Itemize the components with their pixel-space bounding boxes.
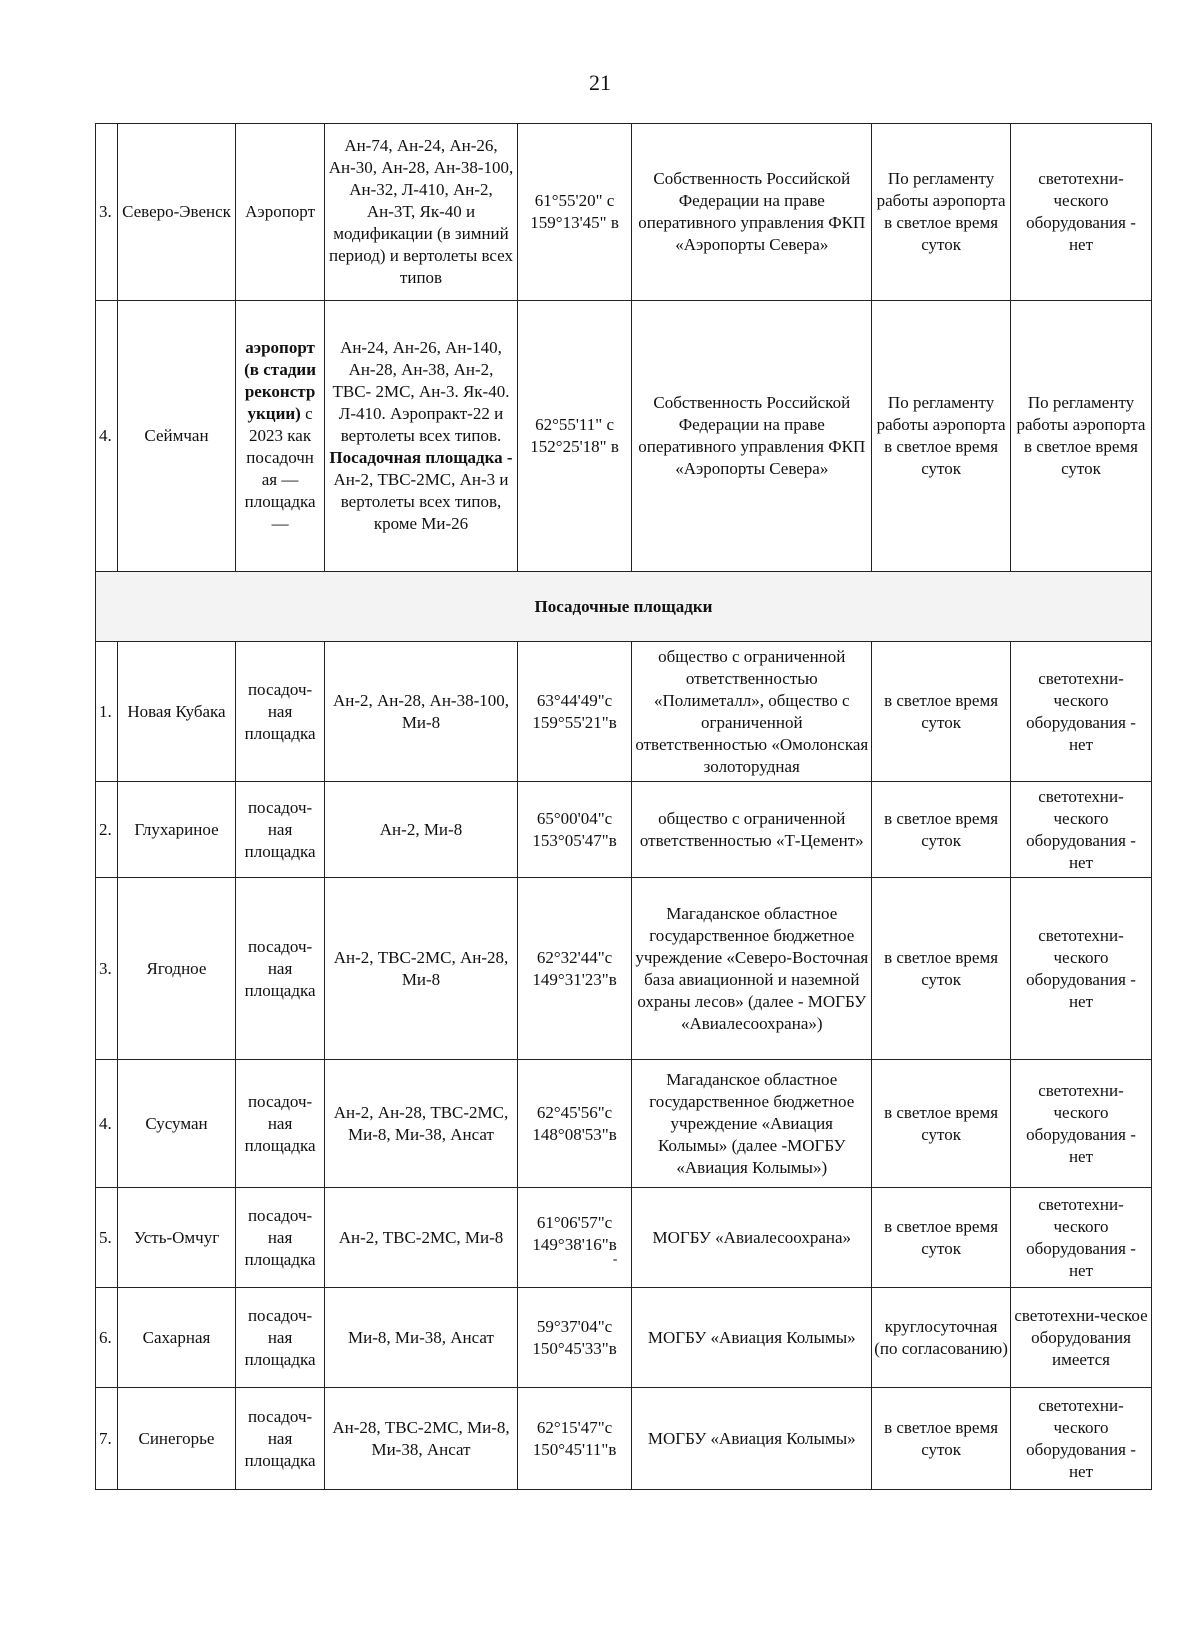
lighting-equipment: По регламенту работы аэропорта в светлое время суток <box>1011 301 1152 572</box>
airfield-type: посадоч-ная площадка <box>235 1288 324 1388</box>
aircraft-types: Ан-2, Ан-28, Ан-38-100, Ми-8 <box>325 642 517 782</box>
airfield-type: посадоч-ная площадка <box>235 1388 324 1490</box>
airfield-type: посадоч-ная площадка <box>235 1060 324 1188</box>
section-title: Посадочные площадки <box>96 572 1152 642</box>
coordinates-text: 61°06'57"с 149°38'16"в <box>532 1212 617 1254</box>
aircraft-types: Ан-2, Ми-8 <box>325 782 517 878</box>
operating-hours: в светлое время суток <box>872 1388 1011 1490</box>
coordinates: 62°15'47"с 150°45'11"в <box>517 1388 632 1490</box>
table-row <box>96 301 1152 572</box>
operating-hours: в светлое время суток <box>872 878 1011 1060</box>
coordinates: 61°55'20" с 159°13'45" в <box>517 124 632 301</box>
aircraft-types-airport: Ан-24, Ан-26, Ан-140, Ан-28, Ан-38, Ан-2, ТВС- 2МС, Ан-3. Як-40. Л-410. Аэропракт-22 и вертолеты всех типов. <box>332 338 510 445</box>
owner: Собственность Российской Федерации на праве оперативного управления ФКП «Аэропорты Севера» <box>632 301 872 572</box>
table-row <box>96 1288 1152 1388</box>
airfield-type: посадоч-ная площадка <box>235 1188 324 1288</box>
operating-hours: По регламенту работы аэропорта в светлое время суток <box>872 124 1011 301</box>
row-number: 7. <box>96 1388 118 1490</box>
coordinates: 62°32'44"с 149°31'23"в <box>517 878 632 1060</box>
row-number: 1. <box>96 642 118 782</box>
table-row <box>96 1188 1152 1288</box>
airfield-name: Новая Кубака <box>118 642 236 782</box>
airfield-name: Синегорье <box>118 1388 236 1490</box>
airfield-name: Сеймчан <box>118 301 236 572</box>
lighting-equipment: светотехни-ческого оборудования - нет <box>1011 642 1152 782</box>
airfield-type: Аэропорт <box>235 124 324 301</box>
aircraft-types: Ан-2, ТВС-2МС, Ан-28, Ми-8 <box>325 878 517 1060</box>
lighting-equipment: светотехни-ческого оборудования - нет <box>1011 1188 1152 1288</box>
owner: общество с ограниченной ответственностью «Полиметалл», общество с ограниченной ответственностью «Омолонская золоторудная <box>632 642 872 782</box>
airfield-type-note: с 2023 как посадочн ая — площадка — <box>244 404 316 533</box>
lighting-equipment: светотехни-ческое оборудования имеется <box>1011 1288 1152 1388</box>
row-number: 4. <box>96 1060 118 1188</box>
table-row <box>96 642 1152 782</box>
table-row <box>96 1388 1152 1490</box>
operating-hours: в светлое время суток <box>872 642 1011 782</box>
owner: Собственность Российской Федерации на праве оперативного управления ФКП «Аэропорты Севера» <box>632 124 872 301</box>
operating-hours: в светлое время суток <box>872 1188 1011 1288</box>
lighting-equipment: светотехни-ческого оборудования - нет <box>1011 782 1152 878</box>
coordinates: 63°44'49"с 159°55'21"в <box>517 642 632 782</box>
row-number: 6. <box>96 1288 118 1388</box>
airfields-table <box>95 123 1152 1490</box>
aircraft-types: Ан-2, ТВС-2МС, Ми-8 <box>325 1188 517 1288</box>
aircraft-types: Ан-28, ТВС-2МС, Ми-8, Ми-38, Ансат <box>325 1388 517 1490</box>
aircraft-types: Ан-74, Ан-24, Ан-26, Ан-30, Ан-28, Ан-38-100, Ан-32, Л-410, Ан-2, Ан-3Т, Як-40 и модификации (в зимний период) и вертолеты всех типов <box>325 124 517 301</box>
airfield-name: Сахарная <box>118 1288 236 1388</box>
coordinates <box>517 1188 632 1288</box>
airfield-type: посадоч-ная площадка <box>235 782 324 878</box>
row-number: 2. <box>96 782 118 878</box>
section-row <box>96 572 1152 642</box>
airfield-name: Глухариное <box>118 782 236 878</box>
owner: МОГБУ «Авиация Колымы» <box>632 1388 872 1490</box>
coordinates: 62°45'56"с 148°08'53"в <box>517 1060 632 1188</box>
aircraft-types-pad-label: Посадочная площадка - <box>329 448 513 467</box>
table-row <box>96 782 1152 878</box>
operating-hours: в светлое время суток <box>872 1060 1011 1188</box>
aircraft-types-pad: Ан-2, ТВС-2МС, Ан-3 и вертолеты всех типов, кроме Ми-26 <box>333 470 509 533</box>
lighting-equipment: светотехни-ческого оборудования - нет <box>1011 1060 1152 1188</box>
row-number: 5. <box>96 1188 118 1288</box>
airfield-name: Сусуман <box>118 1060 236 1188</box>
pen-mark: - <box>612 1251 618 1267</box>
row-number: 3. <box>96 124 118 301</box>
aircraft-types: Ан-2, Ан-28, ТВС-2МС, Ми-8, Ми-38, Ансат <box>325 1060 517 1188</box>
operating-hours: круглосуточная (по согласованию) <box>872 1288 1011 1388</box>
row-number: 4. <box>96 301 118 572</box>
airfield-type <box>235 301 324 572</box>
owner: МОГБУ «Авиалесоохрана» <box>632 1188 872 1288</box>
operating-hours: По регламенту работы аэропорта в светлое время суток <box>872 301 1011 572</box>
owner: МОГБУ «Авиация Колымы» <box>632 1288 872 1388</box>
coordinates: 59°37'04"с 150°45'33"в <box>517 1288 632 1388</box>
owner: Магаданское областное государственное бюджетное учреждение «Авиация Колымы» (далее -МОГБУ «Авиация Колымы») <box>632 1060 872 1188</box>
airfield-name: Усть-Омчуг <box>118 1188 236 1288</box>
lighting-equipment: светотехни-ческого оборудования - нет <box>1011 124 1152 301</box>
operating-hours: в светлое время суток <box>872 782 1011 878</box>
aircraft-types: Ми-8, Ми-38, Ансат <box>325 1288 517 1388</box>
airfield-type: посадоч-ная площадка <box>235 878 324 1060</box>
owner: общество с ограниченной ответственностью «Т-Цемент» <box>632 782 872 878</box>
airfield-type-status: аэропорт (в стадии реконстр укции) <box>244 338 317 423</box>
coordinates: 65°00'04"с 153°05'47"в <box>517 782 632 878</box>
row-number: 3. <box>96 878 118 1060</box>
owner: Магаданское областное государственное бюджетное учреждение «Северо-Восточная база авиационной и наземной охраны лесов» (далее - МОГБУ «Авиалесоохрана») <box>632 878 872 1060</box>
aircraft-types <box>325 301 517 572</box>
table-row <box>96 124 1152 301</box>
lighting-equipment: светотехни-ческого оборудования - нет <box>1011 878 1152 1060</box>
airfield-type: посадоч-ная площадка <box>235 642 324 782</box>
lighting-equipment: светотехни-ческого оборудования - нет <box>1011 1388 1152 1490</box>
table-row <box>96 1060 1152 1188</box>
airfield-name: Ягодное <box>118 878 236 1060</box>
page-number: 21 <box>589 70 611 95</box>
table-row <box>96 878 1152 1060</box>
airfield-name: Северо-Эвенск <box>118 124 236 301</box>
coordinates: 62°55'11" с 152°25'18" в <box>517 301 632 572</box>
